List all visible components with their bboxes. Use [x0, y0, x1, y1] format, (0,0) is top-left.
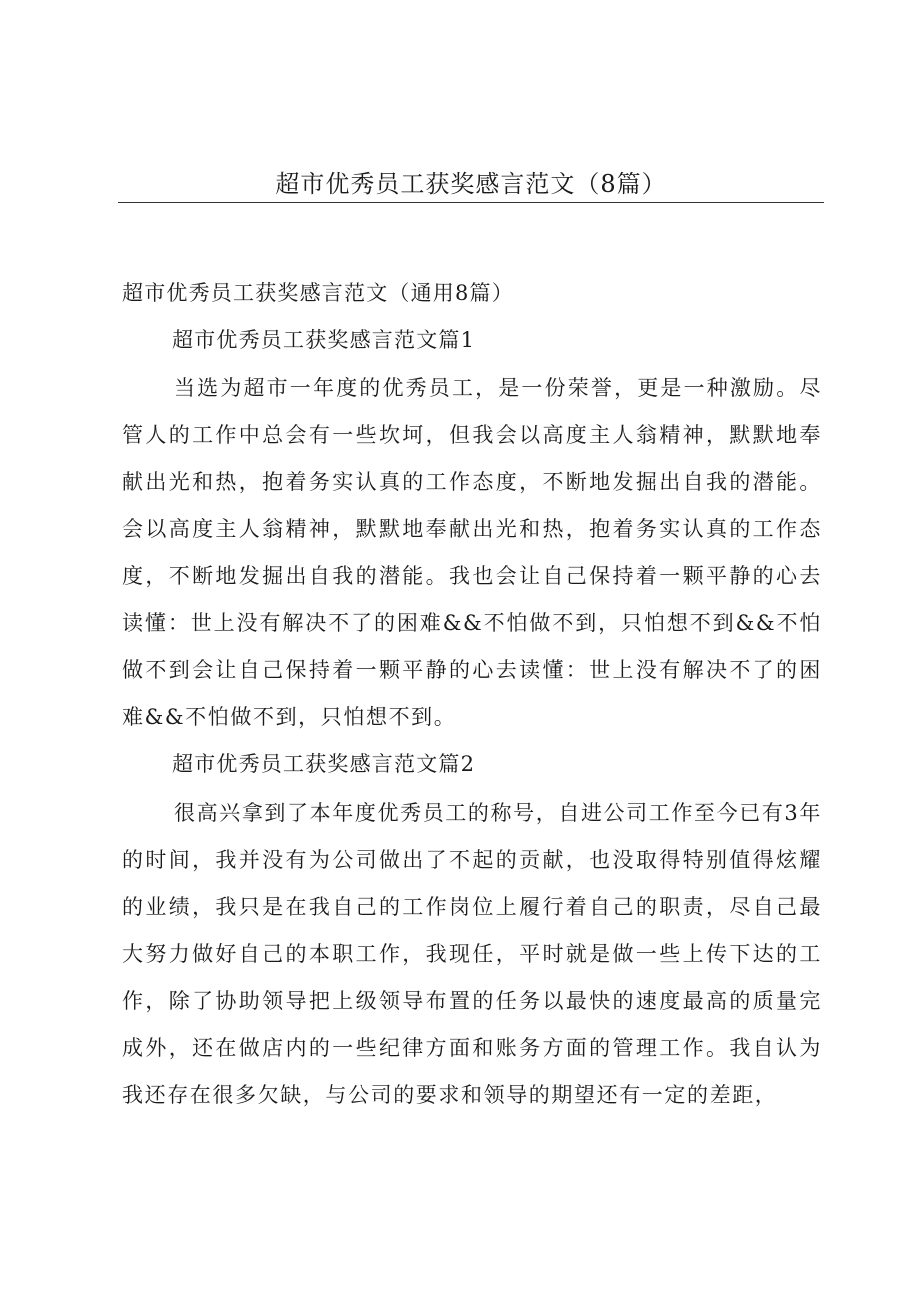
document-subtitle: 超市优秀员工获奖感言范文（通用8篇）	[122, 281, 514, 305]
document-body	[122, 270, 822, 1119]
section-paragraph-1: 当选为超市一年度的优秀员工，是一份荣誉，更是一种激励。尽管人的工作中总会有一些坎坷，但我会以高度主人翁精神，默默地奉献出光和热，抱着务实认真的工作态度，不断地发掘出自我的潜能。会以高度主人翁精神，默默地奉献出光和热，抱着务实认真的工作态度，不断地发掘出自我的潜能。我也会让自己保持着一颗平静的心去读懂：世上没有解决不了的困难&&不怕做不到，只怕想不到&&不怕做不到会让自己保持着一颗平静的心去读懂：世上没有解决不了的困难&&不怕做不到，只怕想不到。	[122, 376, 822, 729]
section-heading-1: 超市优秀员工获奖感言范文篇1	[172, 328, 476, 352]
document-title: 超市优秀员工获奖感言范文（8篇）	[275, 170, 667, 198]
section-paragraph-2: 很高兴拿到了本年度优秀员工的称号，自进公司工作至今已有3年的时间，我并没有为公司做出了不起的贡献，也没取得特别值得炫耀的业绩，我只是在我自己的工作岗位上履行着自己的职责，尽自己最大努力做好自己的本职工作，我现任，平时就是做一些上传下达的工作，除了协助领导把上级领导布置的任务以最快的速度最高的质量完成外，还在做店内的一些纪律方面和账务方面的管理工作。我自认为我还存在很多欠缺，与公司的要求和领导的期望还有一定的差距，	[122, 801, 822, 1107]
section-heading-2: 超市优秀员工获奖感言范文篇2	[172, 752, 476, 776]
title-underline	[118, 202, 824, 203]
